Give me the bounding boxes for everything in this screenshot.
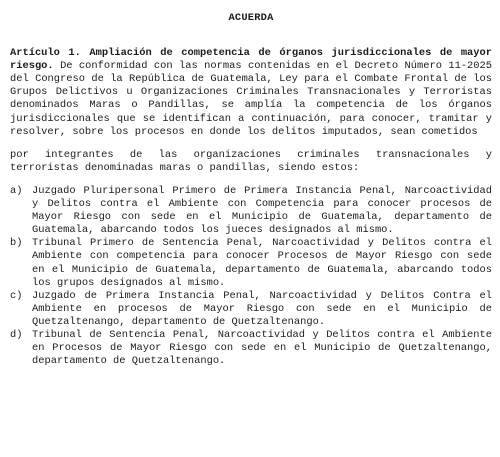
document-page <box>10 12 492 368</box>
list-item-c <box>10 290 492 329</box>
article-paragraph <box>10 47 492 139</box>
list-marker: c) <box>10 289 23 302</box>
list-item-text: Tribunal de Sentencia Penal, Narcoactividad y Delitos contra el Ambiente en Procesos de Mayor Riesgo con sede en el Municipio de Quetzaltenango, departamento de Quetzaltenango. <box>32 328 492 368</box>
document-heading: ACUERDA <box>228 12 274 24</box>
article-body: De conformidad con las normas contenidas en el Decreto Número 11-2025 del Congreso de la República de Guatemala, Ley para el Combate Frontal de los Grupos Delictivos u Organizaciones Criminales Transnacionales y Terroristas denominados Maras o Pandillas, se amplía la competencia de los órganos jurisdiccionales que se identifican a continuación, para conocer, tramitar y resolver, sobre los procesos en donde los delitos imputados, sean cometidos <box>10 60 492 138</box>
list-item-d <box>10 329 492 368</box>
list-marker: d) <box>10 328 23 341</box>
article-title: Artículo 1. Ampliación de competencia de órganos jurisdiccionales de mayor riesgo. <box>10 47 492 73</box>
list-marker: b) <box>10 237 23 250</box>
list-item-b <box>10 237 492 289</box>
list-item-text: Tribunal Primero de Sentencia Penal, Narcoactividad y Delitos contra el Ambiente con competencia para conocer Procesos de Mayor Riesgo con sede en el Municipio de Guatemala, departamento de Guatemala, abarcando todos los grupos designados al mismo. <box>32 237 492 289</box>
list-item-text: Juzgado de Primera Instancia Penal, Narcoactividad y Delitos Contra el Ambiente en procesos de Mayor Riesgo con sede en el Municipio de Quetzaltenango, departamento de Quetzaltenango. <box>32 289 492 328</box>
article-continuation: por integrantes de las organizaciones criminales transnacionales y terroristas denominadas maras o pandillas, siendo estos: <box>10 148 492 174</box>
list-marker: a) <box>10 184 23 197</box>
competence-list <box>10 185 492 368</box>
list-item-a <box>10 185 492 237</box>
list-item-text: Juzgado Pluripersonal Primero de Primera Instancia Penal, Narcoactividad y Delitos contra el Ambiente con Competencia para conocer procesos de Mayor Riesgo con sede en el Municipio de Guatemala, departamento de Guatemala, abarcando todos los jueces designados al mismo. <box>32 184 492 237</box>
